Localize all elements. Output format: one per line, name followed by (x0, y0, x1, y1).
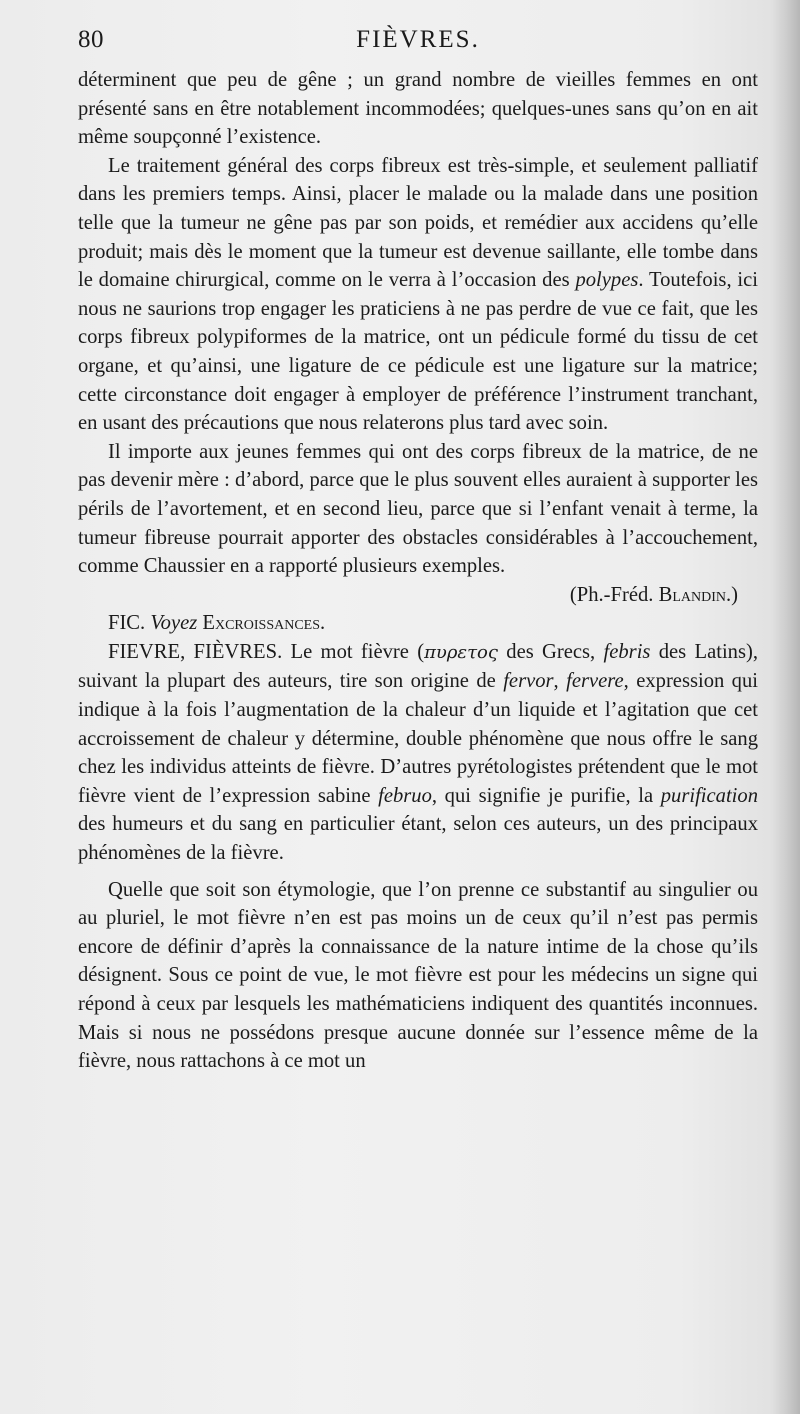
author-signature (78, 581, 758, 610)
signature-open: (Ph.-Fréd. (569, 583, 659, 606)
binding-shadow (772, 0, 800, 1414)
entry-fievre-part-e: , expression qui indique à la fois l’augmentation de la chaleur d’un liquide et l’agitation que cet accroissement de chaleur y détermine, double phénomène que nous offre le sang chez les individus atteints de fièvre. D’autres pyrétologistes prétendent que le mot fièvre vient de l’expression sabine (78, 670, 759, 807)
italic-purification: purification (660, 784, 758, 807)
italic-febris: febris (603, 640, 651, 663)
running-title: FIÈVRES. (356, 26, 480, 53)
italic-fervere: fervere (566, 670, 624, 693)
signature-name: Blandin (658, 583, 726, 606)
entry-fic-target: Excroissances (202, 612, 321, 635)
entry-fievre (78, 638, 758, 868)
paragraph-3: Il importe aux jeunes femmes qui ont des corps fibreux de la matrice, de ne pas devenir mère : d’abord, parce que le plus souvent elles auraient à supporter les périls de l’avortement, et en second lieu, parce que si l’enfant venait à terme, la tumeur fibreuse pourrait apporter des obstacles considérables à l’accouchement, comme Chaussier en a rapporté plusieurs exemples. (78, 440, 758, 578)
entry-fievre-part-f: , qui signifie je purifie, la (431, 784, 661, 807)
greek-word: πυρετος (424, 641, 498, 663)
paragraph-5: Quelle que soit son étymologie, que l’on prenne ce substantif au singulier ou au pluriel, le mot fièvre n’en est pas moins un de ceux qu’il n’est pas permis encore de définir d’après la connaissance de la nature intime de la chose qu’ils désignent. Sous ce point de vue, le mot fièvre est pour les médecins un signe qui répond à ceux par lesquels les mathématiciens indiquent des quantités inconnues. Mais si nous ne possédons presque aucune donnée sur l’essence même de la fièvre, nous rattachons à ce mot un (78, 878, 758, 1073)
paragraph-1: déterminent que peu de gêne ; un grand nombre de vieilles femmes en ont présenté sans en être notablement incommodées; quelques-unes sans qu’on en ait même soupçonné l’existence. (78, 69, 758, 149)
paragraph-2-part-a: Le traitement général des corps fibreux est très-simple, et seulement palliatif dans les premiers temps. Ainsi, placer le malade ou la malade dans une position telle que la tumeur ne gêne pas par son poids, et remédier aux accidens qu’elle produit; mais dès le moment que la tumeur est devenue saillante, elle tombe dans le domaine chirurgical, comme on le verra à l’occasion des (78, 154, 758, 292)
entry-fic-voyez: Voyez (150, 612, 198, 635)
entry-fic-end: . (320, 612, 326, 635)
body-text (78, 66, 758, 1076)
entry-fievre-part-c: des Latins), suivant la plupart des auteurs, tire son origine de (78, 640, 758, 693)
signature-close: .) (725, 583, 738, 606)
entry-fievre-head: FIEVRE, FIÈVRES. (108, 640, 283, 663)
entry-fievre-part-a: Le mot fièvre ( (282, 640, 425, 663)
italic-polypes: polypes (575, 269, 639, 292)
entry-fic-head: FIC. (108, 612, 151, 635)
entry-fievre-part-d: , (553, 670, 567, 693)
entry-fievre-part-b: des Grecs, (497, 640, 604, 663)
paragraph-2-part-b: . Toutefois, ici nous ne saurions trop engager les praticiens à ne pas perdre de vue ce fait, que les corps fibreux polypiformes de la matrice, ont un pédicule formé du tissu de cet organe, et qu’ainsi, une ligature de ce pédicule est une ligature sur la matrice; cette circonstance doit engager à employer de préférence l’instrument tranchant, en usant des précautions que nous relaterons plus tard avec soin. (78, 269, 758, 435)
paragraph-2 (78, 152, 758, 438)
entry-fic (78, 609, 758, 638)
italic-fervor: fervor (503, 670, 554, 693)
italic-februo: februo (378, 784, 432, 807)
entry-fievre-part-g: des humeurs et du sang en particulier étant, selon ces auteurs, un des principaux phénomènes de la fièvre. (78, 813, 758, 865)
page-header (78, 26, 758, 60)
page-number: 80 (78, 26, 104, 53)
